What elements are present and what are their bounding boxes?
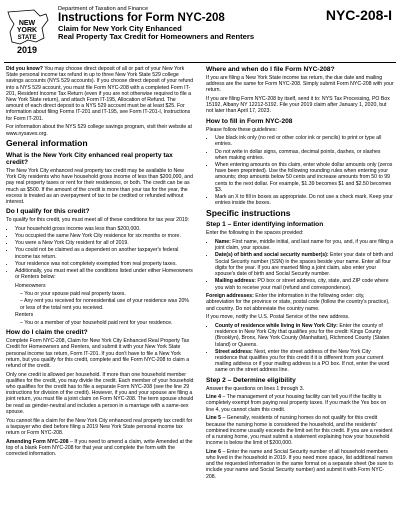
homeowners-item: – Any rent you received for nonresidential use of your residence was 20% or less of the total rent you received. xyxy=(20,298,189,311)
intro-paragraph-2: For information about the NYS 529 college savings program, visit their website at www.nysaves.org. xyxy=(6,124,192,137)
line6-lead: Line 6 xyxy=(206,448,221,455)
intro-lead: Did you know? xyxy=(6,66,43,72)
heading-how-to-claim: How do I claim the credit? xyxy=(6,329,88,337)
when-paragraph-1: If you are filing a New York State income tax return, the due date and mailing address are the same for Form NYC-208. Simply submit Form NYC-208 with your return. xyxy=(206,74,394,94)
list-item: • Your household gross income was less than $200,000. xyxy=(15,226,194,232)
qualify-intro: To qualify for this credit, you must meet all of these conditions for tax year 2019: xyxy=(6,217,190,224)
line4-text: – The management of your housing facility can tell you if the facility is completely exempt from paying real property taxes. If you mark the Yes box on line 4, you cannot claim this credit. xyxy=(206,394,387,413)
what-paragraph: The New York City enhanced real property tax credit may be available to New York City residents who have household gross income of less than $200,000, and pay real property taxes or rent for their residences, or both. The credit can be as much as $500. If the amount of the credit is more than your tax for the year, the excess is treated as an overpayment of tax to be credited or refunded without interest. xyxy=(6,168,193,206)
subtitle-line-2: Real Property Tax Credit for Homeowners and Renters xyxy=(58,32,255,42)
item-text: Next, enter the street address of the New York City residence that qualifies you for this credit if it is different from your current mailing address or if your mailing address is a PO box. If not, enter the word same on the street address line. xyxy=(215,348,390,374)
left-column xyxy=(6,66,194,460)
new-york-state-logo xyxy=(6,8,50,56)
fill-list xyxy=(206,135,394,206)
subtitle-line-1: Claim for New York City Enhanced xyxy=(58,24,182,33)
form-number: NYC-208-I xyxy=(325,7,392,23)
foreign-address-note: If you move, notify the U.S. Postal Service of the new address. xyxy=(206,314,350,321)
item-text: PO box or street address, city, state, and ZIP code where you wish to receive your mail (refund and correspondence). xyxy=(215,278,389,291)
foreign-lead: Foreign addresses: xyxy=(206,293,254,300)
list-item xyxy=(215,278,394,290)
list-item: • You were a New York City resident for all of 2019. xyxy=(15,240,194,246)
list-item: • Use black ink only (no red or other color ink or pencils) to print or type all entries. xyxy=(215,135,394,147)
list-item: • Your residence was not completely exempted from real property taxes. xyxy=(15,261,194,267)
step1-list xyxy=(206,239,394,291)
homeowners-item-text: Any rent you received for nonresidential use of your residence was 20% or less of the total rent you received. xyxy=(20,298,189,311)
amended-paragraph xyxy=(6,439,194,458)
how-paragraph-3: You cannot file a claim for the New York City enhanced real property tax credit for a taxpayer who died before filing a 2019 New York State personal income tax return or Form NYC-208. xyxy=(6,417,193,436)
list-item xyxy=(215,252,394,277)
heading-how-to-fill: How to fill in Form NYC-208 xyxy=(206,117,293,125)
item-lead: County of residence while living in New York City: xyxy=(215,323,338,330)
line5-text: – Generally, residents of nursing homes do not qualify for this credit because the nursing home is considered the household, and the residents' combined income usually exceeds the limit set for this credit. If you are a resident of a nursing home, you must submit a statement explaining how your household income is below the limit of $200,000. xyxy=(206,415,393,447)
intro-paragraph xyxy=(6,66,194,122)
list-item xyxy=(215,349,394,374)
renters-label: Renters xyxy=(15,312,34,319)
homeowners-label: Homeowners xyxy=(15,283,46,289)
list-item xyxy=(215,323,394,348)
amended-text: – If you need to amend a claim, write Amended at the top of a blank Form NYC-208 for that year and complete the form with the corrected information. xyxy=(6,438,193,458)
how-paragraph-2: Only one credit is allowed per household. If more than one household member qualifies for the credit, you may divide the credit. Each member of your household who qualifies for the credit has to file a separate Form NYC-208 (see the line 29 instructions for division of the credit). However, if you and your spouse are filing a joint return, you must file a joint claim on Form NYC-208. The term spouse should be read as gender-neutral and includes a person in a marriage with a same-sex spouse. xyxy=(6,371,194,415)
list-item: • Do not write in dollar signs, commas, decimal points, dashes, or slashes when making entries. xyxy=(215,149,394,161)
line6-paragraph xyxy=(206,449,394,480)
form-header xyxy=(0,0,400,64)
intro-text: You may choose direct deposit of all or part of your New York State personal income tax refund in up to three New York State 529 college savings accounts (NYS 529 accounts). If you choose direct deposit of your refund into a NYS 529 account, you must file Form NYC-208 with a completed Form IT-201, Resident Income Tax Return (even if you are not otherwise required to file a New York State return), and attach Form IT-195, Allocation of Refund. The amount of each direct deposit to a NYS 529 account must be at least $25. For information about filing Forms IT-201 and IT-195, see Form IT-201-I, Instructions for Form IT-201. xyxy=(6,66,194,122)
step1-list-2 xyxy=(206,323,394,374)
list-item: • When entering amounts on this claim, enter whole dollar amounts only (zeros have been preprinted). Use the following rounding rules when entering your amounts; drop amounts below 50 cents and increase amounts from 50 to 99 cents to the next dollar. For example, $1.39 becomes $1 and $2.50 becomes $3. xyxy=(215,162,394,193)
heading-what-is-credit: What is the New York City enhanced real property tax credit? xyxy=(6,151,173,167)
page-subtitle xyxy=(58,25,254,42)
page-title: Instructions for Form NYC-208 xyxy=(58,12,225,24)
logo-text-state: STATE xyxy=(17,35,37,41)
heading-where-when-file: Where and when do I file Form NYC-208? xyxy=(206,66,335,73)
item-lead: Street address: xyxy=(215,348,253,355)
homeowners-item: – You or your spouse paid real property taxes. xyxy=(20,290,126,297)
line4-lead: Line 4 xyxy=(206,394,221,401)
list-item xyxy=(215,239,394,251)
heading-step-1: Step 1 – Enter identifying information xyxy=(206,221,324,229)
fill-intro: Please follow these guidelines: xyxy=(206,126,277,133)
logo-text-york: YORK xyxy=(16,27,38,34)
qualify-list xyxy=(6,226,194,281)
step2-intro: Answer the questions on lines 1 through 3. xyxy=(206,385,305,392)
item-text: First name, middle initial, and last name for you, and, if you are filing a joint claim, your spouse. xyxy=(215,239,394,252)
foreign-address-paragraph xyxy=(206,293,394,312)
right-column xyxy=(206,66,394,482)
logo-text-new: NEW xyxy=(18,20,36,27)
amended-lead: Amending Form NYC-208 xyxy=(6,438,69,445)
item-text: Enter the county of residence in New York City that qualifies you for the credit: Kings County (Brooklyn), Bronx, New York County (Manhattan), Richmond County (Staten Island) or Queens. xyxy=(215,323,390,348)
when-paragraph-2: If you are filing Form NYC-208 by itself, send it to: NYS Tax Processing, PO Box 15192, Albany NY 12212-5192. File your 2019 claim after January 1, 2020, but not later than April 17, 2023. xyxy=(206,96,390,115)
department-name: Department of Taxation and Finance xyxy=(58,6,149,12)
line4-paragraph xyxy=(206,394,394,413)
header-divider xyxy=(4,62,396,63)
line5-lead: Line 5 xyxy=(206,415,221,422)
renters-item: – You or a member of your household paid rent for your residence. xyxy=(20,320,173,327)
logo-year: 2019 xyxy=(16,45,38,55)
foreign-text: Enter the information in the following order: city, abbreviation for the province or state, postal code (follow the country's practice), and country. Do not abbreviate the country name. xyxy=(206,293,390,312)
step1-intro: Enter the following in the spaces provided: xyxy=(206,230,304,237)
homeowners-item-text: You or your spouse paid real property taxes. xyxy=(24,290,126,297)
item-lead: Mailing address: xyxy=(215,278,256,285)
heading-general-information: General information xyxy=(6,138,88,149)
line5-paragraph xyxy=(206,415,394,446)
line6-text: – Enter the name and Social Security number of all household members who lived in the household in 2019. If you need more space, list additional names and the requested information in the same format on a separate sheet (be sure to include your name and Social Security number) and submit it with Form NYC-208. xyxy=(206,448,393,480)
item-lead: Date(s) of birth and social security number(s): xyxy=(215,252,329,259)
list-item: • You occupied the same New York City residence for six months or more. xyxy=(15,233,194,239)
renters-item-text: You or a member of your household paid rent for your residence. xyxy=(24,320,173,327)
list-item: • Mark an X to fill in boxes as appropriate. Do not use a check mark. Keep your entries inside the boxes. xyxy=(215,194,394,206)
list-item: • You could not be claimed as a dependent on another taxpayer's federal income tax return. xyxy=(15,247,194,259)
heading-specific-instructions: Specific instructions xyxy=(206,207,291,218)
heading-do-i-qualify: Do I qualify for this credit? xyxy=(6,208,90,216)
list-item: • Additionally, you must meet all the conditions listed under either Homeowners or Renters below: xyxy=(15,268,194,280)
item-lead: Name: xyxy=(215,239,231,246)
item-text: Enter your date of birth and Social Security number (SSN) in the spaces beside your name. Enter all four digits for the year. If you are married filing a joint claim, also enter your spouse's date of birth and Social Security number. xyxy=(215,252,393,278)
how-paragraph-1: Complete Form NYC-208, Claim for New York City Enhanced Real Property Tax Credit for Homeowners and Renters, and submit it with your New York State personal income tax return, Form IT-201. If you don't have to file a New York return, but you qualify for this credit, complete and file Form NYC-208 to claim a refund of the credit. xyxy=(6,338,190,369)
heading-step-2: Step 2 – Determine eligibility xyxy=(206,376,296,384)
